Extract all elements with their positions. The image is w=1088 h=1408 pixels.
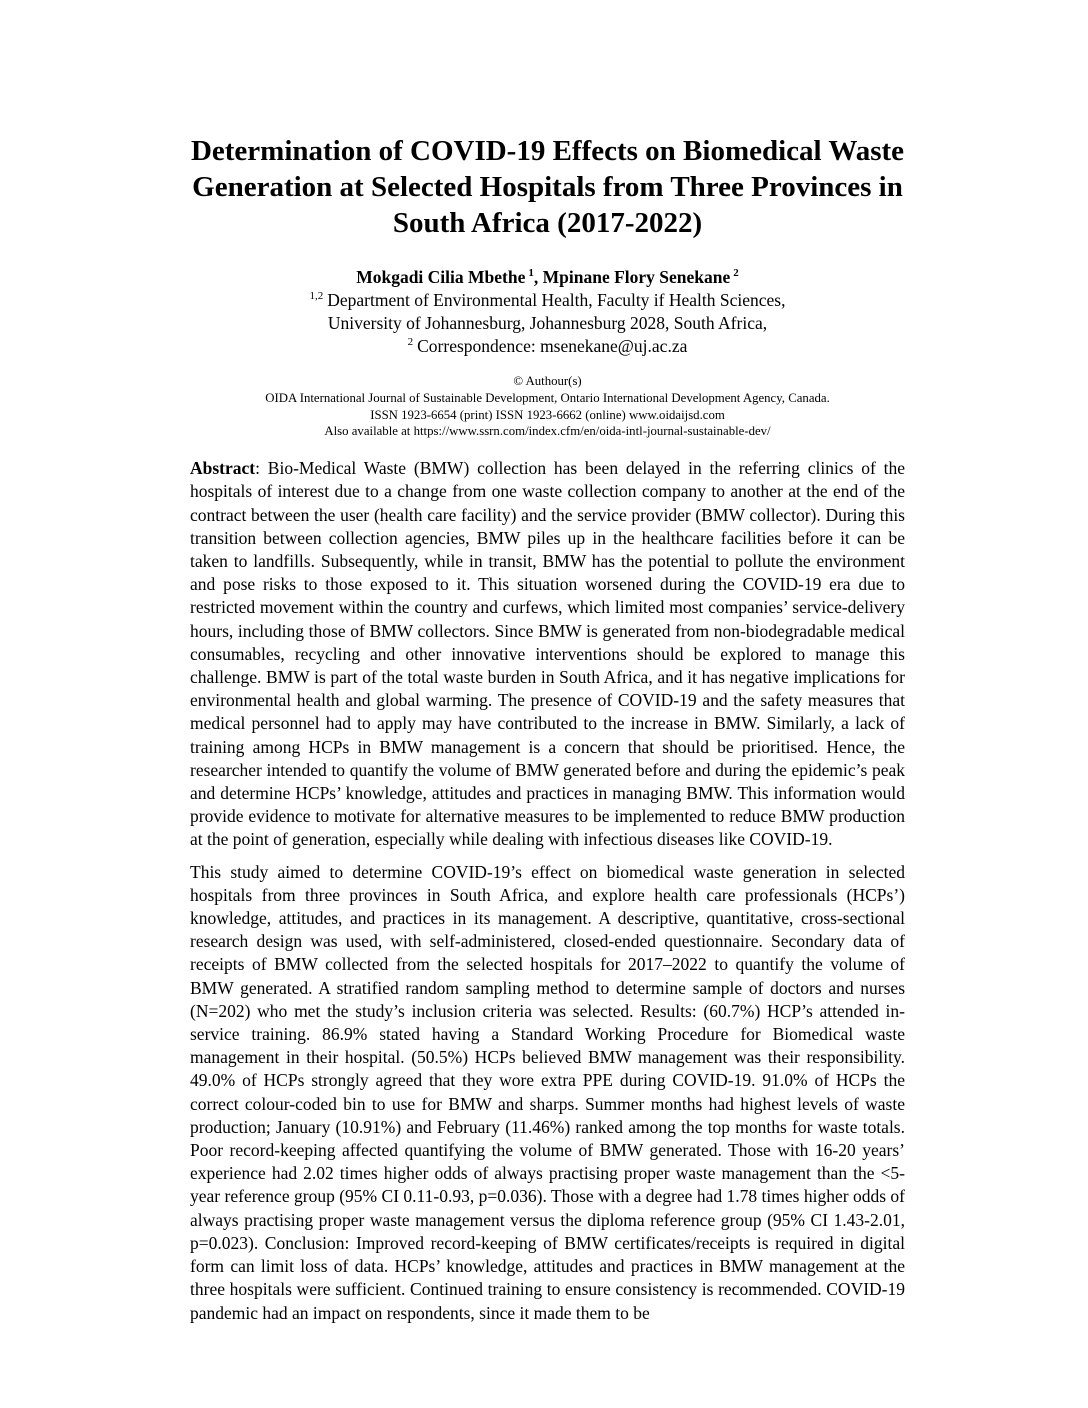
- copyright-line: © Authour(s): [513, 374, 582, 388]
- availability-line: Also available at https://www.ssrn.com/index.cfm/en/oida-intl-journal-sustainable-dev/: [324, 424, 771, 439]
- abstract-text: : Bio-Medical Waste (BMW) collection has been delayed in the referring clinics of the hospitals of interest due to a change from one waste collection company to another at the end of the contract between the user (health care facility) and the service provider (BMW collector). During this transition between collection agencies, BMW piles up in the healthcare facilities before it can be taken to landfills. Subsequently, while in transit, BMW has the potential to pollute the environment and pose risks to those exposed to it. This situation worsened during the COVID-19 era due to restricted movement within the country and curfews, which limited most companies’ service-delivery hours, including those of BMW collectors. Since BMW is generated from non-biodegradable medical consumables, recycling and other innovative interventions should be explored to manage this challenge. BMW is part of the total waste burden in South Africa, and it has negative implications for environmental health and global warming. The presence of COVID-19 and the safety measures that medical personnel had to apply may have contributed to the increase in BMW. Similarly, a lack of training among HCPs in BMW management is a concern that should be prioritised. Hence, the researcher intended to quantify the volume of BMW generated before and during the epidemic’s peak and determine HCPs’ knowledge, attitudes and practices in managing BMW. This information would provide evidence to motivate for alternative measures to be implemented to reduce BMW production at the point of generation, especially while dealing with infectious diseases like COVID-19.: [190, 458, 905, 850]
- affiliation-line-2: [190, 312, 905, 335]
- title-line-3: South Africa (2017-2022): [392, 207, 703, 239]
- correspondence-superscript: 2: [407, 336, 414, 349]
- affiliation-university: University of Johannesburg, Johannesburg 2028, South Africa,: [327, 313, 768, 333]
- author-name-2: Mpinane Flory Senekane: [542, 267, 731, 287]
- author-affiliation-marker-2: 2: [733, 267, 739, 280]
- author-affiliation-marker-1: 1: [528, 267, 534, 280]
- authors-separator: ,: [533, 267, 543, 287]
- affiliation-line-1: [190, 289, 905, 312]
- body-paragraph: This study aimed to determine COVID-19’s effect on biomedical waste generation in selected hospitals from three provinces in South Africa, and explore health care professionals (HCPs’) knowledge, attitudes, and practices in its management. A descriptive, quantitative, cross-sectional research design was used, with self-administered, closed-ended questionnaire. Secondary data of receipts of BMW collected from the selected hospitals for 2017–2022 to quantify the volume of BMW generated. A stratified random sampling method to determine sample of doctors and nurses (N=202) who met the study’s inclusion criteria was selected. Results: (60.7%) HCP’s attended in-service training. 86.9% stated having a Standard Working Procedure for Biomedical waste management in their hospital. (50.5%) HCPs believed BMW management was their responsibility. 49.0% of HCPs strongly agreed that they wore extra PPE during COVID-19. 91.0% of HCPs the correct colour-coded bin to use for BMW and sharps. Summer months had highest levels of waste production; January (10.91%) and February (11.46%) ranked among the top months for waste totals. Poor record-keeping affected quantifying the volume of BMW generated. Those with 16-20 years’ experience had 2.02 times higher odds of always practising proper waste management than the <5-year reference group (95% CI 0.11-0.93, p=0.036). Those with a degree had 1.78 times higher odds of always practising proper waste management versus the diploma reference group (95% CI 1.43-2.01, p=0.023). Conclusion: Improved record-keeping of BMW certificates/receipts is required in digital form can limit loss of data. HCPs’ knowledge, attitudes and practices in BMW management at the three hospitals were sufficient. Continued training to ensure consistency is recommended. COVID-19 pandemic had an impact on respondents, since it made them to be: [190, 861, 905, 1323]
- author-name-1: Mokgadi Cilia Mbethe: [356, 267, 526, 287]
- abstract-label: Abstract: [190, 458, 256, 479]
- abstract-paragraph: [190, 457, 905, 851]
- title-line-2: Generation at Selected Hospitals from Three Provinces in: [192, 171, 903, 203]
- issn-line: ISSN 1923-6654 (print) ISSN 1923-6662 (online) www.oidaijsd.com: [370, 407, 725, 422]
- correspondence-email: Correspondence: msenekane@uj.ac.za: [417, 336, 688, 356]
- affiliation-superscript: 1,2: [309, 290, 324, 303]
- affiliation-department: Department of Environmental Health, Faculty if Health Sciences,: [327, 290, 786, 310]
- authors-line: [190, 266, 905, 289]
- journal-line: OIDA International Journal of Sustainable Development, Ontario International Development Agency, Canada.: [265, 390, 830, 405]
- correspondence-line: [190, 335, 905, 358]
- publisher-block: [190, 373, 905, 440]
- title-line-1: Determination of COVID-19 Effects on Biomedical Waste: [190, 135, 905, 167]
- paper-title: [135, 133, 960, 241]
